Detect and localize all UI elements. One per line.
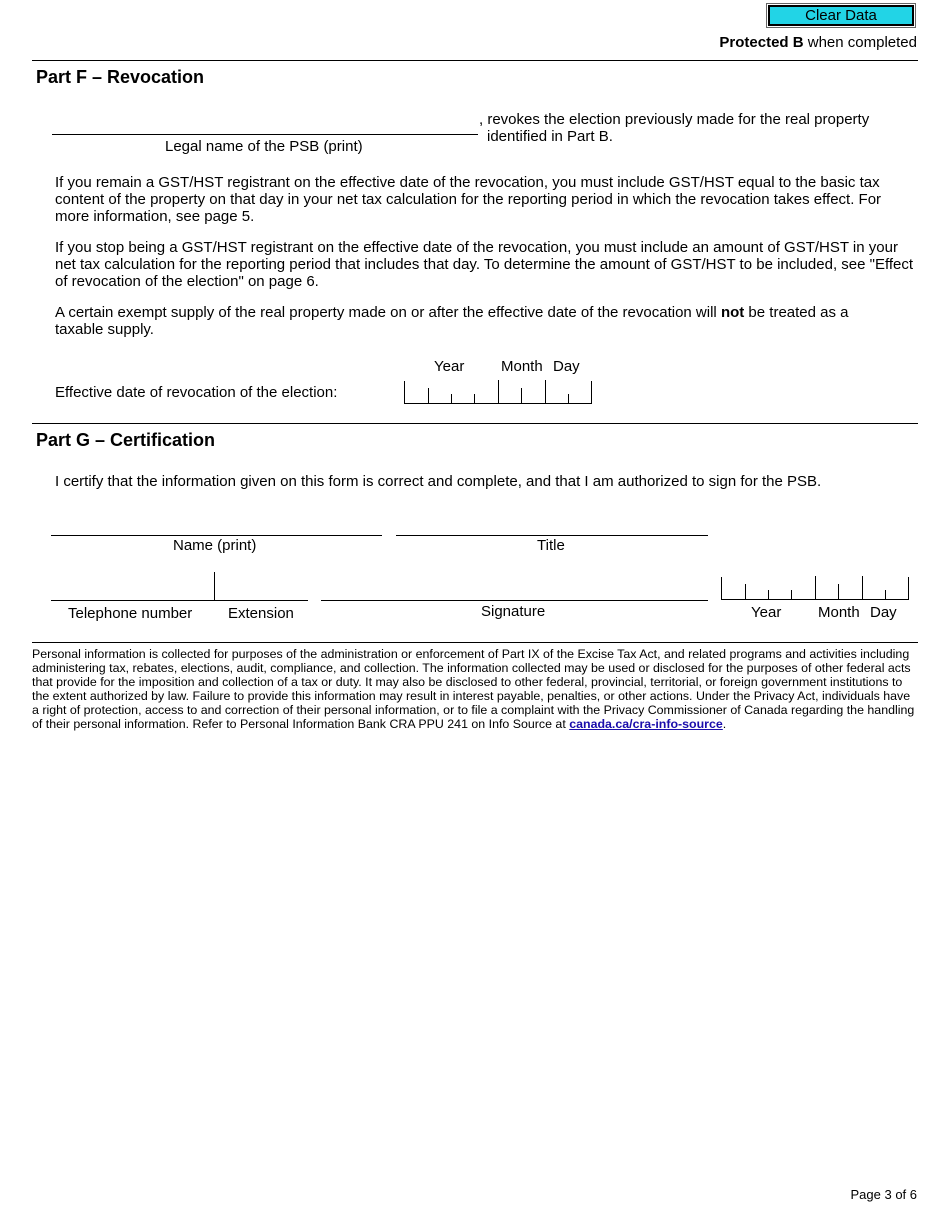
clear-data-button[interactable]: Clear Data xyxy=(768,5,914,26)
date-separator xyxy=(815,576,816,599)
revokes-line-2: identified in Part B. xyxy=(487,128,613,145)
privacy-statement xyxy=(32,647,918,731)
part-f-title: Part F – Revocation xyxy=(36,67,205,87)
date-separator xyxy=(545,380,546,403)
date-tick xyxy=(745,584,746,599)
date-tick xyxy=(568,394,569,403)
divider-top xyxy=(32,60,918,61)
date-tick xyxy=(768,590,769,599)
name-underline xyxy=(51,535,382,536)
part-g-title: Part G – Certification xyxy=(36,430,216,450)
title-label: Title xyxy=(537,537,565,554)
divider-part-g xyxy=(32,423,918,424)
extension-label: Extension xyxy=(228,605,294,622)
privacy-end: . xyxy=(722,717,727,731)
extension-divider xyxy=(214,572,215,600)
certify-text: I certify that the information given on this form is correct and complete, and that I am authorized to sign for the PSB. xyxy=(55,473,822,490)
date-tick xyxy=(451,394,452,403)
name-label: Name (print) xyxy=(173,537,257,554)
privacy-text: Personal information is collected for purposes of the administration or enforcement of Part IX of the Excise Tax Act, and related programs and activities including administering tax, rebates, elections, audit, compliance, and collection. The information collected may be used or disclosed for the purposes of other federal acts that provide for the imposition and collection of a tax or duty. It may also be disclosed to other federal, provincial, territorial, or foreign government institutions to the extent authorized by law. Failure to provide this information may result in interest payable, penalties, or other actions. Under the Privacy Act, individuals have a right of protection, access to and correction of their personal information, or to file a complaint with the Privacy Commissioner of Canada regarding the handling of their personal information. Refer to Personal Information Bank CRA PPU 241 on Info Source at xyxy=(32,647,915,731)
paragraph-3-after: be treated as a taxable supply. xyxy=(55,304,849,338)
telephone-input[interactable] xyxy=(51,576,217,600)
signature-label: Signature xyxy=(481,603,546,620)
date-tick xyxy=(428,388,429,403)
info-source-link[interactable]: canada.ca/cra-info-source xyxy=(569,717,723,731)
date-tick xyxy=(474,394,475,403)
date-tick xyxy=(521,388,522,403)
title-underline xyxy=(396,535,708,536)
effective-date-label: Effective date of revocation of the election: xyxy=(55,384,338,401)
date-separator xyxy=(498,380,499,403)
date-separator xyxy=(862,576,863,599)
extension-input[interactable] xyxy=(216,576,310,600)
protected-b-rest: when completed xyxy=(803,34,917,51)
revocation-paragraph-2: If you stop being a GST/HST registrant on the effective date of the revocation, you must include an amount of GST/HST in your net tax calculation for the reporting period that includes that day. To determine the amount of GST/HST to be included, see "Effect of revocation of the election" on page 6. xyxy=(55,239,914,290)
date-tick xyxy=(791,590,792,599)
page-number: Page 3 of 6 xyxy=(850,1187,917,1202)
protected-b-bold: Protected B xyxy=(719,34,804,51)
title-input[interactable] xyxy=(396,512,712,536)
revokes-line-1: , revokes the election previously made for the real property xyxy=(479,111,870,128)
legal-name-input[interactable] xyxy=(52,110,482,134)
legal-name-label: Legal name of the PSB (print) xyxy=(165,138,363,155)
name-input[interactable] xyxy=(51,512,386,536)
cert-date-month-label: Month xyxy=(818,604,860,621)
revocation-paragraph-3 xyxy=(55,304,855,338)
signature-underline xyxy=(321,600,708,601)
paragraph-3-bold: not xyxy=(720,304,745,321)
legal-name-underline xyxy=(52,134,478,135)
telephone-underline xyxy=(51,600,308,601)
certification-date-field[interactable] xyxy=(721,577,909,600)
date-year-label: Year xyxy=(434,358,465,375)
date-tick xyxy=(838,584,839,599)
effective-date-field[interactable] xyxy=(404,381,592,404)
protected-b-notice xyxy=(719,34,917,51)
date-month-label: Month xyxy=(501,358,543,375)
date-tick xyxy=(885,590,886,599)
cert-date-year-label: Year xyxy=(751,604,782,621)
revocation-paragraph-1: If you remain a GST/HST registrant on the effective date of the revocation, you must include GST/HST equal to the basic tax content of the property on that day in your net tax calculation for the reporting period in which the revocation takes effect. For more information, see page 5. xyxy=(55,174,882,225)
telephone-label: Telephone number xyxy=(68,605,193,622)
divider-privacy xyxy=(32,642,918,643)
paragraph-3-before: A certain exempt supply of the real property made on or after the effective date of the revocation will xyxy=(55,304,721,321)
date-day-label: Day xyxy=(553,358,580,375)
cert-date-day-label: Day xyxy=(870,604,897,621)
